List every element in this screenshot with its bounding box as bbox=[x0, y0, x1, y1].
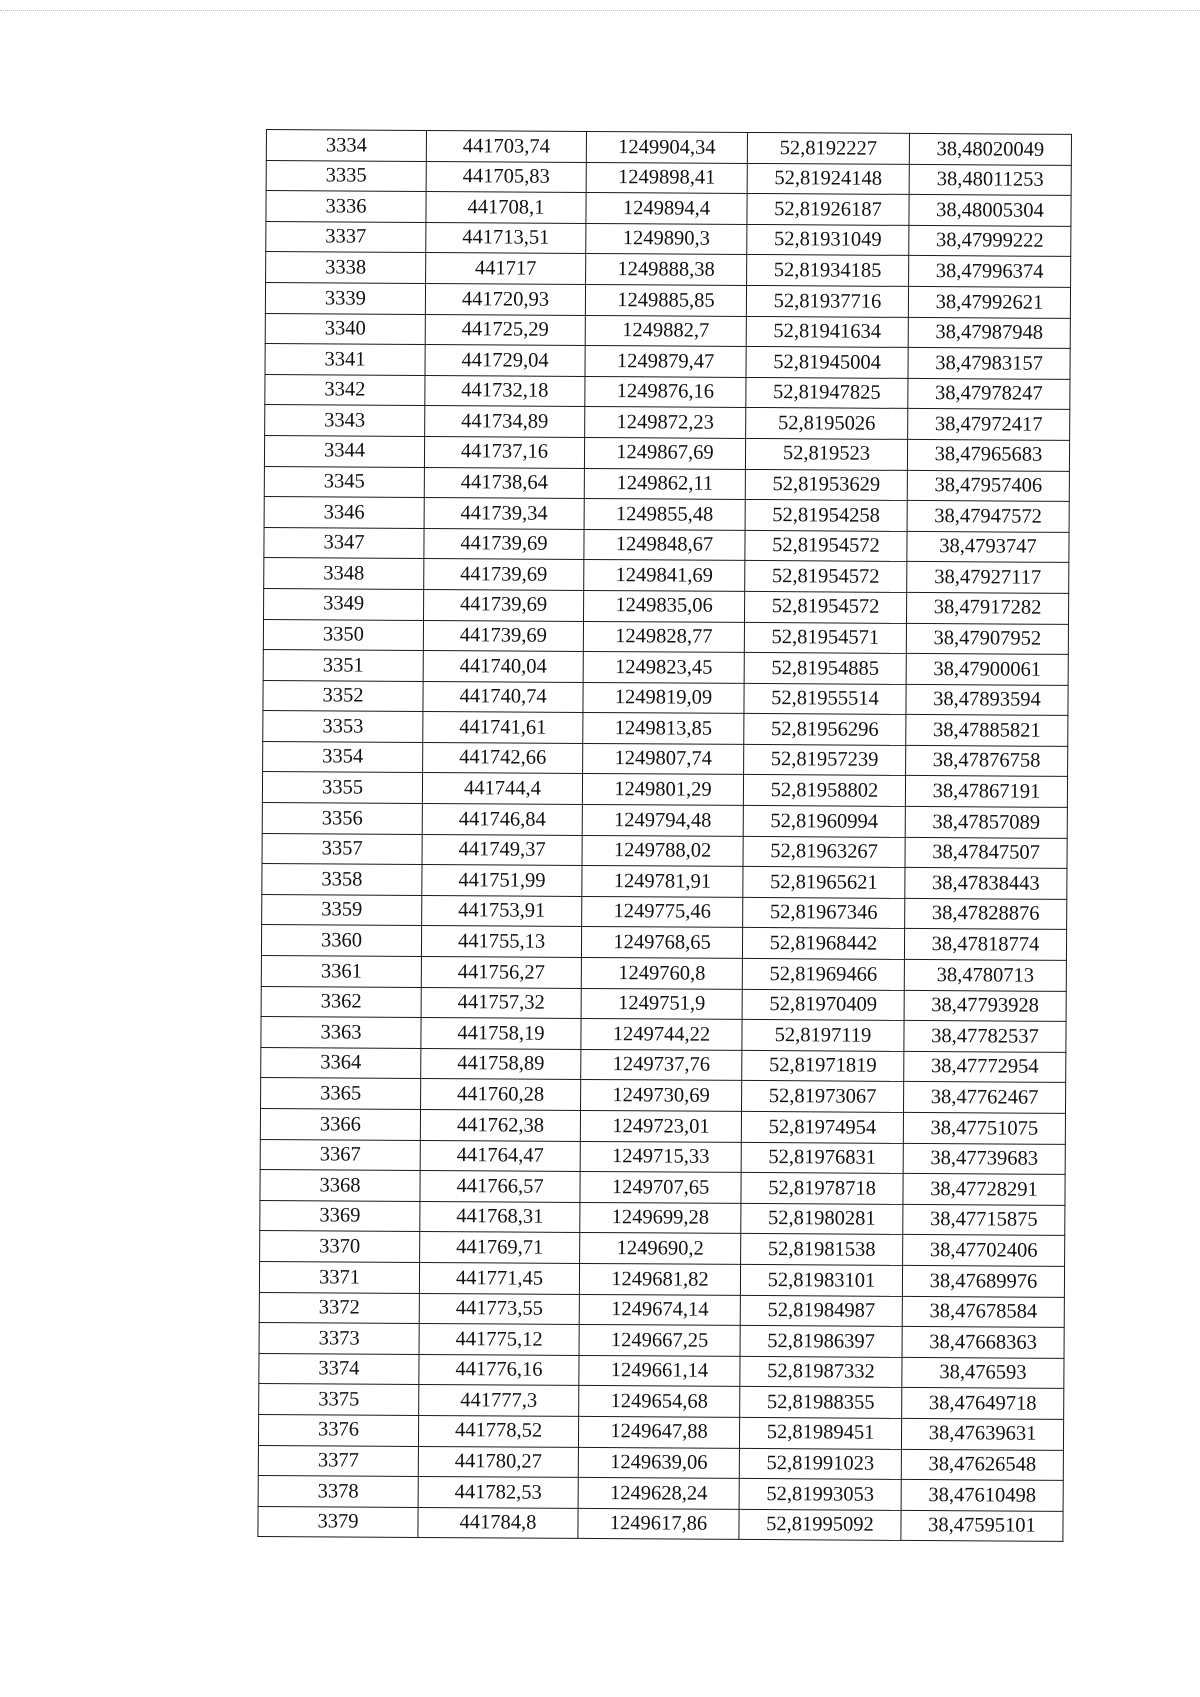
x-coordinate-cell: 441769,71 bbox=[420, 1232, 580, 1264]
latitude-cell: 52,81970409 bbox=[742, 989, 904, 1021]
longitude-cell: 38,47987948 bbox=[908, 317, 1070, 349]
y-coordinate-cell: 1249730,69 bbox=[581, 1080, 742, 1112]
point-number-cell: 3337 bbox=[266, 221, 426, 253]
point-number-cell: 3354 bbox=[263, 741, 423, 773]
latitude-cell: 52,81995092 bbox=[739, 1509, 901, 1541]
point-number-cell: 3361 bbox=[261, 956, 421, 988]
y-coordinate-cell: 1249876,16 bbox=[585, 376, 746, 408]
table-row bbox=[263, 680, 1068, 716]
table-row bbox=[264, 466, 1069, 502]
x-coordinate-cell: 441742,66 bbox=[423, 742, 583, 774]
x-coordinate-cell: 441771,45 bbox=[419, 1262, 579, 1294]
table-row bbox=[265, 282, 1070, 318]
point-number-cell: 3371 bbox=[259, 1261, 419, 1293]
y-coordinate-cell: 1249715,33 bbox=[580, 1141, 741, 1173]
latitude-cell: 52,81987332 bbox=[740, 1356, 902, 1388]
point-number-cell: 3344 bbox=[264, 435, 424, 467]
longitude-cell: 38,47996374 bbox=[909, 256, 1071, 288]
y-coordinate-cell: 1249723,01 bbox=[580, 1110, 741, 1142]
table-row bbox=[262, 803, 1067, 839]
x-coordinate-cell: 441741,61 bbox=[423, 712, 583, 744]
longitude-cell: 38,47626548 bbox=[901, 1449, 1063, 1481]
point-number-cell: 3359 bbox=[262, 894, 422, 926]
longitude-cell: 38,47751075 bbox=[903, 1112, 1065, 1144]
latitude-cell: 52,81954571 bbox=[744, 622, 906, 654]
x-coordinate-cell: 441766,57 bbox=[420, 1171, 580, 1203]
y-coordinate-cell: 1249654,68 bbox=[579, 1386, 740, 1418]
point-number-cell: 3343 bbox=[265, 405, 425, 437]
table-row bbox=[265, 374, 1070, 410]
x-coordinate-cell: 441734,89 bbox=[425, 406, 585, 438]
y-coordinate-cell: 1249872,23 bbox=[585, 407, 746, 439]
x-coordinate-cell: 441755,13 bbox=[421, 926, 581, 958]
longitude-cell: 38,48020049 bbox=[909, 133, 1071, 165]
y-coordinate-cell: 1249867,69 bbox=[584, 437, 745, 469]
y-coordinate-cell: 1249807,74 bbox=[583, 743, 744, 775]
longitude-cell: 38,47900061 bbox=[906, 654, 1068, 686]
point-number-cell: 3368 bbox=[260, 1170, 420, 1202]
point-number-cell: 3336 bbox=[266, 191, 426, 223]
table-row bbox=[258, 1414, 1063, 1450]
x-coordinate-cell: 441729,04 bbox=[425, 345, 585, 377]
table-row bbox=[261, 956, 1066, 992]
y-coordinate-cell: 1249760,8 bbox=[581, 957, 742, 989]
longitude-cell: 38,47847507 bbox=[905, 837, 1067, 869]
latitude-cell: 52,81945004 bbox=[746, 347, 908, 379]
table-row bbox=[264, 588, 1069, 624]
x-coordinate-cell: 441703,74 bbox=[426, 130, 586, 162]
latitude-cell: 52,81956296 bbox=[744, 714, 906, 746]
longitude-cell: 38,47957406 bbox=[907, 470, 1069, 502]
table-row bbox=[263, 741, 1068, 777]
longitude-cell: 38,47702406 bbox=[903, 1235, 1065, 1267]
longitude-cell: 38,47917282 bbox=[906, 592, 1068, 624]
point-number-cell: 3377 bbox=[258, 1445, 418, 1477]
table-row bbox=[264, 527, 1069, 563]
latitude-cell: 52,81969466 bbox=[742, 958, 904, 990]
y-coordinate-cell: 1249647,88 bbox=[578, 1416, 739, 1448]
longitude-cell: 38,47595101 bbox=[901, 1510, 1063, 1542]
y-coordinate-cell: 1249699,28 bbox=[580, 1202, 741, 1234]
x-coordinate-cell: 441777,3 bbox=[419, 1385, 579, 1417]
longitude-cell: 38,47668363 bbox=[902, 1327, 1064, 1359]
latitude-cell: 52,81974954 bbox=[741, 1111, 903, 1143]
point-number-cell: 3340 bbox=[265, 313, 425, 345]
x-coordinate-cell: 441738,64 bbox=[424, 467, 584, 499]
y-coordinate-cell: 1249737,76 bbox=[581, 1049, 742, 1081]
table-row bbox=[260, 1170, 1065, 1206]
table-row bbox=[258, 1476, 1063, 1512]
y-coordinate-cell: 1249794,48 bbox=[582, 805, 743, 837]
point-number-cell: 3363 bbox=[261, 1017, 421, 1049]
point-number-cell: 3374 bbox=[259, 1353, 419, 1385]
table-row bbox=[259, 1384, 1064, 1420]
x-coordinate-cell: 441739,69 bbox=[424, 528, 584, 560]
x-coordinate-cell: 441739,69 bbox=[424, 559, 584, 591]
y-coordinate-cell: 1249744,22 bbox=[581, 1019, 742, 1051]
latitude-cell: 52,81931049 bbox=[747, 224, 909, 256]
y-coordinate-cell: 1249707,65 bbox=[580, 1172, 741, 1204]
longitude-cell: 38,47893594 bbox=[906, 684, 1068, 716]
point-number-cell: 3351 bbox=[263, 650, 423, 682]
point-number-cell: 3376 bbox=[258, 1414, 418, 1446]
y-coordinate-cell: 1249835,06 bbox=[584, 590, 745, 622]
y-coordinate-cell: 1249775,46 bbox=[582, 896, 743, 928]
y-coordinate-cell: 1249661,14 bbox=[579, 1355, 740, 1387]
x-coordinate-cell: 441782,53 bbox=[418, 1477, 578, 1509]
x-coordinate-cell: 441717 bbox=[426, 253, 586, 285]
longitude-cell: 38,47649718 bbox=[902, 1388, 1064, 1420]
table-row bbox=[261, 1078, 1066, 1114]
y-coordinate-cell: 1249813,85 bbox=[583, 713, 744, 745]
y-coordinate-cell: 1249888,38 bbox=[586, 254, 747, 286]
table-row bbox=[260, 1139, 1065, 1175]
x-coordinate-cell: 441739,69 bbox=[423, 620, 583, 652]
y-coordinate-cell: 1249639,06 bbox=[578, 1447, 739, 1479]
latitude-cell: 52,81993053 bbox=[739, 1479, 901, 1511]
x-coordinate-cell: 441739,34 bbox=[424, 498, 584, 530]
latitude-cell: 52,819523 bbox=[745, 438, 907, 470]
table-row bbox=[264, 558, 1069, 594]
table-row bbox=[263, 711, 1068, 747]
latitude-cell: 52,81973067 bbox=[742, 1081, 904, 1113]
latitude-cell: 52,81953629 bbox=[745, 469, 907, 501]
longitude-cell: 38,4793747 bbox=[907, 531, 1069, 563]
y-coordinate-cell: 1249788,02 bbox=[582, 835, 743, 867]
longitude-cell: 38,47739683 bbox=[903, 1143, 1065, 1175]
table-row bbox=[259, 1323, 1064, 1359]
x-coordinate-cell: 441758,19 bbox=[421, 1018, 581, 1050]
latitude-cell: 52,81980281 bbox=[741, 1203, 903, 1235]
point-number-cell: 3364 bbox=[261, 1047, 421, 1079]
latitude-cell: 52,81954885 bbox=[744, 653, 906, 685]
coordinates-table-body bbox=[258, 130, 1072, 1542]
y-coordinate-cell: 1249885,85 bbox=[585, 284, 746, 316]
y-coordinate-cell: 1249904,34 bbox=[586, 131, 747, 163]
latitude-cell: 52,81983101 bbox=[740, 1264, 902, 1296]
table-row bbox=[266, 221, 1071, 257]
latitude-cell: 52,81958802 bbox=[743, 775, 905, 807]
x-coordinate-cell: 441705,83 bbox=[426, 161, 586, 193]
longitude-cell: 38,47867191 bbox=[905, 776, 1067, 808]
table-row bbox=[265, 313, 1070, 349]
table-row bbox=[265, 405, 1070, 441]
x-coordinate-cell: 441762,38 bbox=[420, 1109, 580, 1141]
x-coordinate-cell: 441740,04 bbox=[423, 651, 583, 683]
longitude-cell: 38,47639631 bbox=[901, 1418, 1063, 1450]
latitude-cell: 52,81934185 bbox=[747, 255, 909, 287]
longitude-cell: 38,48005304 bbox=[909, 195, 1071, 227]
y-coordinate-cell: 1249801,29 bbox=[582, 774, 743, 806]
latitude-cell: 52,8192227 bbox=[747, 132, 909, 164]
table-row bbox=[266, 191, 1071, 227]
point-number-cell: 3346 bbox=[264, 497, 424, 529]
latitude-cell: 52,81937716 bbox=[746, 285, 908, 317]
x-coordinate-cell: 441713,51 bbox=[426, 222, 586, 254]
x-coordinate-cell: 441773,55 bbox=[419, 1293, 579, 1325]
point-number-cell: 3372 bbox=[259, 1292, 419, 1324]
point-number-cell: 3366 bbox=[260, 1108, 420, 1140]
point-number-cell: 3350 bbox=[263, 619, 423, 651]
longitude-cell: 38,47678584 bbox=[902, 1296, 1064, 1328]
table-row bbox=[261, 1017, 1066, 1053]
longitude-cell: 38,47762467 bbox=[904, 1082, 1066, 1114]
latitude-cell: 52,81976831 bbox=[741, 1142, 903, 1174]
longitude-cell: 38,47999222 bbox=[909, 225, 1071, 257]
x-coordinate-cell: 441757,32 bbox=[421, 987, 581, 1019]
point-number-cell: 3370 bbox=[260, 1231, 420, 1263]
point-number-cell: 3357 bbox=[262, 833, 422, 865]
y-coordinate-cell: 1249890,3 bbox=[586, 223, 747, 255]
longitude-cell: 38,47793928 bbox=[904, 990, 1066, 1022]
latitude-cell: 52,81947825 bbox=[746, 377, 908, 409]
y-coordinate-cell: 1249862,11 bbox=[584, 468, 745, 500]
latitude-cell: 52,81984987 bbox=[740, 1295, 902, 1327]
latitude-cell: 52,81957239 bbox=[744, 744, 906, 776]
latitude-cell: 52,81968442 bbox=[742, 928, 904, 960]
latitude-cell: 52,81926187 bbox=[747, 194, 909, 226]
latitude-cell: 52,81971819 bbox=[742, 1050, 904, 1082]
latitude-cell: 52,81955514 bbox=[744, 683, 906, 715]
longitude-cell: 38,47907952 bbox=[906, 623, 1068, 655]
longitude-cell: 38,47978247 bbox=[908, 378, 1070, 410]
latitude-cell: 52,81924148 bbox=[747, 163, 909, 195]
longitude-cell: 38,476593 bbox=[902, 1357, 1064, 1389]
latitude-cell: 52,81954572 bbox=[745, 561, 907, 593]
point-number-cell: 3334 bbox=[266, 130, 426, 162]
point-number-cell: 3347 bbox=[264, 527, 424, 559]
point-number-cell: 3335 bbox=[266, 160, 426, 192]
point-number-cell: 3348 bbox=[264, 558, 424, 590]
point-number-cell: 3349 bbox=[264, 588, 424, 620]
longitude-cell: 38,47876758 bbox=[906, 745, 1068, 777]
point-number-cell: 3362 bbox=[261, 986, 421, 1018]
table-row bbox=[261, 925, 1066, 961]
x-coordinate-cell: 441784,8 bbox=[418, 1507, 578, 1539]
y-coordinate-cell: 1249681,82 bbox=[579, 1263, 740, 1295]
latitude-cell: 52,81967346 bbox=[743, 897, 905, 929]
longitude-cell: 38,47983157 bbox=[908, 348, 1070, 380]
table-row bbox=[262, 833, 1067, 869]
x-coordinate-cell: 441720,93 bbox=[425, 283, 585, 315]
x-coordinate-cell: 441764,47 bbox=[420, 1140, 580, 1172]
y-coordinate-cell: 1249768,65 bbox=[581, 927, 742, 959]
x-coordinate-cell: 441768,31 bbox=[420, 1201, 580, 1233]
table-row bbox=[261, 986, 1066, 1022]
table-row bbox=[266, 130, 1071, 166]
table-row bbox=[260, 1108, 1065, 1144]
x-coordinate-cell: 441780,27 bbox=[418, 1446, 578, 1478]
point-number-cell: 3369 bbox=[260, 1200, 420, 1232]
scan-top-edge bbox=[0, 10, 1200, 11]
x-coordinate-cell: 441708,1 bbox=[426, 192, 586, 224]
point-number-cell: 3367 bbox=[260, 1139, 420, 1171]
longitude-cell: 38,47965683 bbox=[907, 439, 1069, 471]
x-coordinate-cell: 441737,16 bbox=[424, 436, 584, 468]
y-coordinate-cell: 1249751,9 bbox=[581, 988, 742, 1020]
latitude-cell: 52,81986397 bbox=[740, 1326, 902, 1358]
longitude-cell: 38,47828876 bbox=[905, 898, 1067, 930]
x-coordinate-cell: 441749,37 bbox=[422, 834, 582, 866]
point-number-cell: 3353 bbox=[263, 711, 423, 743]
y-coordinate-cell: 1249674,14 bbox=[579, 1294, 740, 1326]
point-number-cell: 3356 bbox=[262, 803, 422, 835]
point-number-cell: 3342 bbox=[265, 374, 425, 406]
table-row bbox=[262, 772, 1067, 808]
x-coordinate-cell: 441751,99 bbox=[422, 865, 582, 897]
point-number-cell: 3338 bbox=[266, 252, 426, 284]
y-coordinate-cell: 1249781,91 bbox=[582, 866, 743, 898]
x-coordinate-cell: 441776,16 bbox=[419, 1354, 579, 1386]
longitude-cell: 38,47689976 bbox=[902, 1265, 1064, 1297]
x-coordinate-cell: 441760,28 bbox=[421, 1079, 581, 1111]
longitude-cell: 38,47610498 bbox=[901, 1480, 1063, 1512]
point-number-cell: 3360 bbox=[261, 925, 421, 957]
latitude-cell: 52,8197119 bbox=[742, 1020, 904, 1052]
y-coordinate-cell: 1249855,48 bbox=[584, 499, 745, 531]
table-row bbox=[259, 1261, 1064, 1297]
x-coordinate-cell: 441778,52 bbox=[418, 1415, 578, 1447]
table-row bbox=[266, 160, 1071, 196]
table-row bbox=[264, 497, 1069, 533]
latitude-cell: 52,81989451 bbox=[739, 1417, 901, 1449]
y-coordinate-cell: 1249628,24 bbox=[578, 1478, 739, 1510]
longitude-cell: 38,4780713 bbox=[904, 959, 1066, 991]
longitude-cell: 38,47715875 bbox=[903, 1204, 1065, 1236]
table-row bbox=[258, 1445, 1063, 1481]
x-coordinate-cell: 441746,84 bbox=[422, 804, 582, 836]
y-coordinate-cell: 1249819,09 bbox=[583, 682, 744, 714]
y-coordinate-cell: 1249667,25 bbox=[579, 1325, 740, 1357]
point-number-cell: 3355 bbox=[262, 772, 422, 804]
y-coordinate-cell: 1249848,67 bbox=[584, 529, 745, 561]
point-number-cell: 3339 bbox=[265, 282, 425, 314]
point-number-cell: 3378 bbox=[258, 1476, 418, 1508]
point-number-cell: 3345 bbox=[264, 466, 424, 498]
table-row bbox=[262, 864, 1067, 900]
longitude-cell: 38,47992621 bbox=[908, 286, 1070, 318]
longitude-cell: 38,47885821 bbox=[906, 715, 1068, 747]
longitude-cell: 38,47947572 bbox=[907, 501, 1069, 533]
y-coordinate-cell: 1249690,2 bbox=[580, 1233, 741, 1265]
latitude-cell: 52,81954258 bbox=[745, 500, 907, 532]
x-coordinate-cell: 441732,18 bbox=[425, 375, 585, 407]
point-number-cell: 3375 bbox=[259, 1384, 419, 1416]
longitude-cell: 38,47927117 bbox=[907, 562, 1069, 594]
latitude-cell: 52,81978718 bbox=[741, 1173, 903, 1205]
table-row bbox=[263, 650, 1068, 686]
point-number-cell: 3373 bbox=[259, 1323, 419, 1355]
point-number-cell: 3358 bbox=[262, 864, 422, 896]
y-coordinate-cell: 1249882,7 bbox=[585, 315, 746, 347]
latitude-cell: 52,81991023 bbox=[739, 1448, 901, 1480]
latitude-cell: 52,8195026 bbox=[746, 408, 908, 440]
y-coordinate-cell: 1249617,86 bbox=[578, 1508, 739, 1540]
y-coordinate-cell: 1249898,41 bbox=[586, 162, 747, 194]
table-row bbox=[262, 894, 1067, 930]
x-coordinate-cell: 441744,4 bbox=[422, 773, 582, 805]
table-row bbox=[266, 252, 1071, 288]
longitude-cell: 38,47818774 bbox=[904, 929, 1066, 961]
x-coordinate-cell: 441739,69 bbox=[424, 589, 584, 621]
longitude-cell: 38,47857089 bbox=[905, 806, 1067, 838]
table-row bbox=[265, 344, 1070, 380]
x-coordinate-cell: 441753,91 bbox=[422, 895, 582, 927]
y-coordinate-cell: 1249879,47 bbox=[585, 346, 746, 378]
longitude-cell: 38,48011253 bbox=[909, 164, 1071, 196]
table-row bbox=[263, 619, 1068, 655]
longitude-cell: 38,47728291 bbox=[903, 1174, 1065, 1206]
x-coordinate-cell: 441725,29 bbox=[425, 314, 585, 346]
y-coordinate-cell: 1249841,69 bbox=[584, 560, 745, 592]
point-number-cell: 3379 bbox=[258, 1506, 418, 1538]
table-row bbox=[259, 1353, 1064, 1389]
table-row bbox=[259, 1292, 1064, 1328]
latitude-cell: 52,81954572 bbox=[745, 530, 907, 562]
table-row bbox=[260, 1231, 1065, 1267]
latitude-cell: 52,81988355 bbox=[740, 1387, 902, 1419]
latitude-cell: 52,81941634 bbox=[746, 316, 908, 348]
y-coordinate-cell: 1249894,4 bbox=[586, 193, 747, 225]
table-row bbox=[260, 1200, 1065, 1236]
y-coordinate-cell: 1249823,45 bbox=[583, 652, 744, 684]
table-row bbox=[261, 1047, 1066, 1083]
x-coordinate-cell: 441740,74 bbox=[423, 681, 583, 713]
longitude-cell: 38,47772954 bbox=[904, 1051, 1066, 1083]
point-number-cell: 3365 bbox=[261, 1078, 421, 1110]
table-row bbox=[264, 435, 1069, 471]
latitude-cell: 52,81963267 bbox=[743, 836, 905, 868]
latitude-cell: 52,81960994 bbox=[743, 805, 905, 837]
point-number-cell: 3352 bbox=[263, 680, 423, 712]
table-row bbox=[258, 1506, 1063, 1542]
latitude-cell: 52,81965621 bbox=[743, 867, 905, 899]
y-coordinate-cell: 1249828,77 bbox=[583, 621, 744, 653]
latitude-cell: 52,81981538 bbox=[741, 1234, 903, 1266]
point-number-cell: 3341 bbox=[265, 344, 425, 376]
longitude-cell: 38,47838443 bbox=[905, 868, 1067, 900]
x-coordinate-cell: 441758,89 bbox=[421, 1048, 581, 1080]
longitude-cell: 38,47972417 bbox=[908, 409, 1070, 441]
latitude-cell: 52,81954572 bbox=[744, 591, 906, 623]
x-coordinate-cell: 441756,27 bbox=[421, 956, 581, 988]
longitude-cell: 38,47782537 bbox=[904, 1021, 1066, 1053]
x-coordinate-cell: 441775,12 bbox=[419, 1324, 579, 1356]
coordinates-table bbox=[257, 129, 1072, 1542]
